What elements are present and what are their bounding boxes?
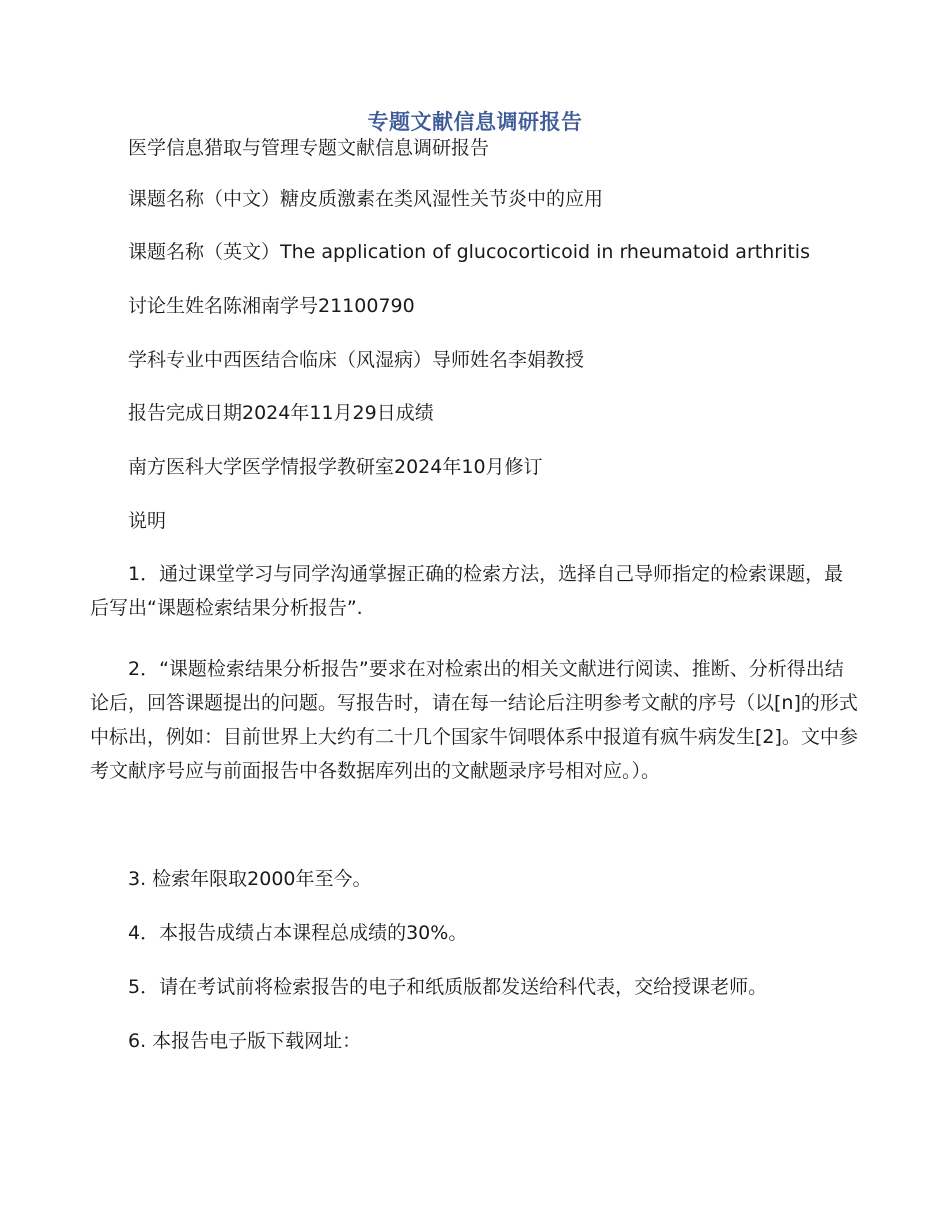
instruction-item-5: 5．请在考试前将检索报告的电子和纸质版都发送给科代表，交给授课老师。	[128, 976, 768, 998]
instruction-item-2: 2．“课题检索结果分析报告”要求在对检索出的相关文献进行阅读、推断、分析得出结论后，回答课题提出的问题。写报告时，请在每一结论后注明参考文献的序号（以[n]的形式中标出，例如：目前世界上大约有二十几个国家牛饲喂体系中报道有疯牛病发生[2]。文中参考文献序号应与前面报告中各数据库列出的文献题录序号相对应。）。	[90, 658, 858, 782]
revision-note: 南方医科大学医学情报学教研室2024年10月修订	[128, 456, 543, 478]
instructions-heading: 说明	[128, 510, 167, 532]
instruction-item-6: 6. 本报告电子版下载网址：	[128, 1030, 362, 1052]
instruction-item-4: 4．本报告成绩占本课程总成绩的30%。	[128, 922, 468, 944]
instruction-item-3: 3. 检索年限取2000年至今。	[128, 868, 372, 890]
student-info: 讨论生姓名陈湘南学号21100790	[128, 295, 415, 317]
major-advisor-info: 学科专业中西医结合临床（风湿病）导师姓名李娟教授	[128, 349, 585, 371]
topic-name-english: 课题名称（英文）The application of glucocorticoid in rheumatoid arthritis	[128, 241, 810, 263]
topic-name-chinese: 课题名称（中文）糖皮质激素在类风湿性关节炎中的应用	[128, 188, 604, 210]
completion-date: 报告完成日期2024年11月29日成绩	[128, 402, 434, 424]
page-title: 专题文献信息调研报告	[367, 110, 583, 134]
report-subtitle: 医学信息猎取与管理专题文献信息调研报告	[128, 137, 490, 159]
instruction-item-1: 1．通过课堂学习与同学沟通掌握正确的检索方法，选择自己导师指定的检索课题，最后写出“课题检索结果分析报告”.	[90, 563, 844, 619]
